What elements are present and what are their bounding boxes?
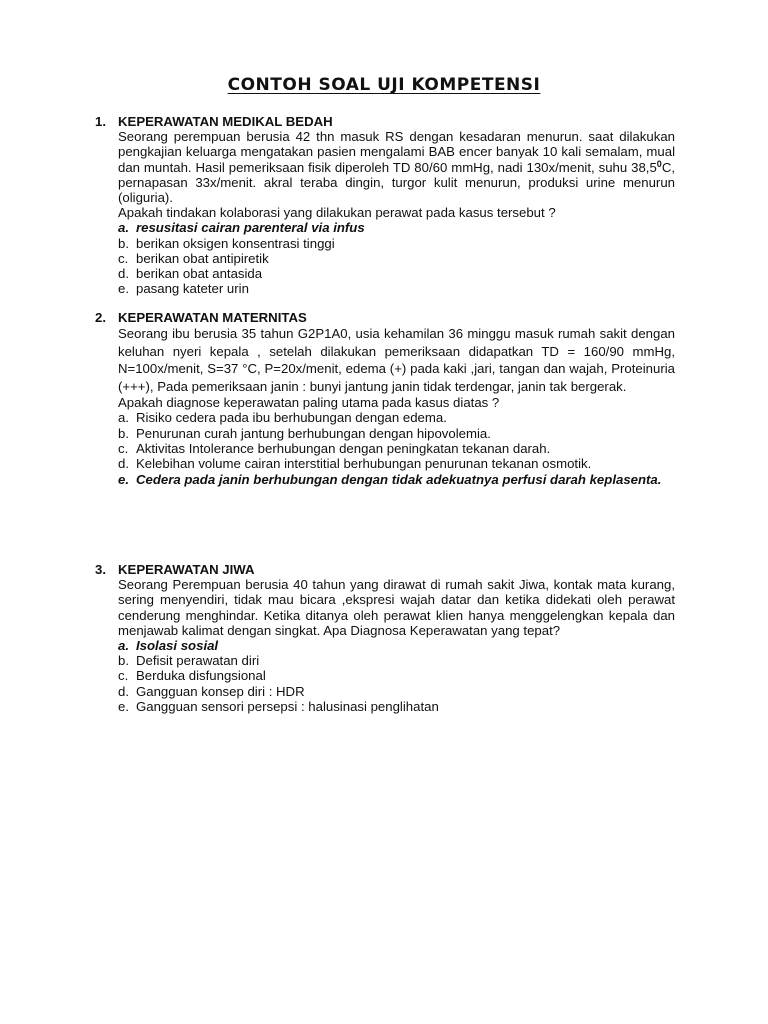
question-case <box>118 577 675 638</box>
question-2 <box>95 310 675 489</box>
answer-options <box>118 220 675 296</box>
answer-option-a: a. resusitasi cairan parenteral via infus <box>118 220 365 236</box>
question-number: 3. <box>95 562 106 577</box>
answer-option-e: e. Gangguan sensori persepsi : halusinasi penglihatan <box>118 698 439 714</box>
answer-option-d: d. Gangguan konsep diri : HDR <box>118 683 305 699</box>
question-number: 1. <box>95 114 106 129</box>
answer-option-e: e. Cedera pada janin berhubungan dengan tidak adekuatnya perfusi darah keplasenta. <box>118 472 662 488</box>
answer-option-e: e. pasang kateter urin <box>118 281 249 297</box>
document-title: CONTOH SOAL UJI KOMPETENSI <box>227 75 541 95</box>
case-text: Seorang Perempuan berusia 40 tahun yang dirawat di rumah sakit Jiwa, kontak mata kurang, sering menyendiri, tidak mau bicara ,ekspresi wajah datar dan ketika didekati oleh perawat cenderung menghindar. Ketika ditanya oleh perawat klien hanya menggelengkan kepala dan menjawab kalimat dengan singkat. Apa Diagnosa Keperawatan yang tepat? <box>118 577 675 638</box>
question-case <box>118 325 675 395</box>
answer-option-b: b. Defisit perawatan diri <box>118 653 260 669</box>
answer-option-c: c. Berduka disfungsional <box>118 668 266 684</box>
answer-option-d: d. Kelebihan volume cairan interstitial berhubungan penurunan tekanan osmotik. <box>118 456 592 472</box>
question-1 <box>95 114 675 296</box>
question-heading: KEPERAWATAN MEDIKAL BEDAH <box>118 114 333 129</box>
degree-superscript: 0 <box>656 158 662 169</box>
question-prompt: Apakah diagnose keperawatan paling utama pada kasus diatas ? <box>118 395 500 411</box>
answer-options <box>118 410 675 489</box>
question-number: 2. <box>95 310 106 325</box>
answer-option-a: a. Risiko cedera pada ibu berhubungan dengan edema. <box>118 410 447 426</box>
case-text-part-2: C, pernapasan 33x/menit. akral teraba dingin, turgor kulit menurun, produksi urine menurun (oliguria). <box>118 159 675 206</box>
question-heading: KEPERAWATAN JIWA <box>118 562 255 577</box>
question-heading: KEPERAWATAN MATERNITAS <box>118 310 307 325</box>
question-case <box>118 129 675 220</box>
answer-option-d: d. berikan obat antasida <box>118 266 263 282</box>
answer-option-a: a. Isolasi sosial <box>118 638 219 654</box>
answer-option-c: c. berikan obat antipiretik <box>118 250 269 266</box>
case-text: Seorang ibu berusia 35 tahun G2P1A0, usia kehamilan 36 minggu masuk rumah sakit dengan keluhan nyeri kepala , setelah dilakukan pemeriksaan didapatkan TD = 160/90 mmHg, N=100x/menit, S=37 °C, P=20x/menit, edema (+) pada kaki ,jari, tangan dan wajah, Proteinuria (+++), Pada pemeriksaan janin : bunyi jantung janin tidak terdengar, janin tak bergerak. <box>118 326 675 394</box>
answer-option-c: c. Aktivitas Intolerance berhubungan dengan peningkatan tekanan darah. <box>118 440 551 456</box>
answer-option-b: b. Penurunan curah jantung berhubungan dengan hipovolemia. <box>118 425 491 441</box>
answer-options <box>118 638 675 714</box>
answer-option-b: b. berikan oksigen konsentrasi tinggi <box>118 235 335 251</box>
case-text-part-1: Seorang perempuan berusia 42 thn masuk RS dengan kesadaran menurun. saat dilakukan pengkajian keluarga mengatakan pasien mengalami BAB encer banyak 10 kali semalam, mual dan muntah. Hasil pemeriksaan fisik diperoleh TD 80/60 mmHg, nadi 130x/menit, suhu 38,5 <box>118 129 675 175</box>
question-3 <box>95 562 675 714</box>
question-prompt: Apakah tindakan kolaborasi yang dilakukan perawat pada kasus tersebut ? <box>118 205 556 221</box>
